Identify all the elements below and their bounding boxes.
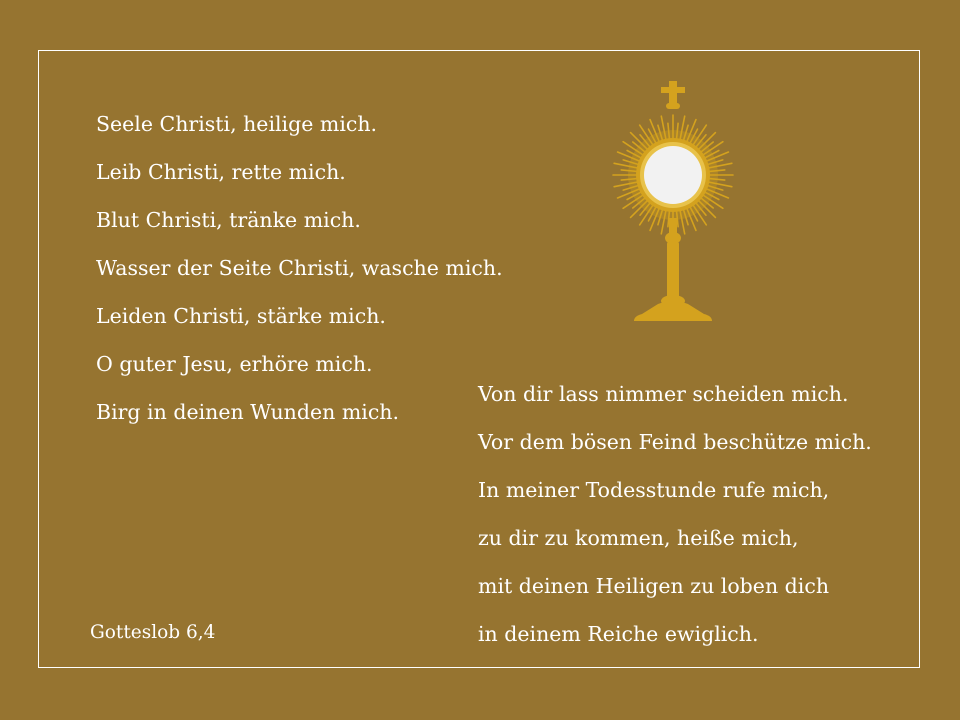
source-citation: Gotteslob 6,4 (90, 622, 216, 643)
prayer-line: Von dir lass nimmer scheiden mich. (478, 382, 849, 406)
prayer-line: Wasser der Seite Christi, wasche mich. (96, 256, 503, 280)
prayer-line: mit deinen Heiligen zu loben dich (478, 574, 830, 598)
prayer-line: Blut Christi, tränke mich. (96, 208, 361, 232)
prayer-stanza-right (478, 370, 872, 658)
prayer-line: O guter Jesu, erhöre mich. (96, 352, 373, 376)
prayer-line: Leib Christi, rette mich. (96, 160, 346, 184)
monstrance-icon (608, 78, 738, 328)
prayer-line: zu dir zu kommen, heiße mich, (478, 526, 799, 550)
prayer-line: Seele Christi, heilige mich. (96, 112, 378, 136)
prayer-line: in deinem Reiche ewiglich. (478, 622, 759, 646)
prayer-stanza-left (96, 100, 503, 436)
prayer-line: Leiden Christi, stärke mich. (96, 304, 386, 328)
prayer-line: Vor dem bösen Feind beschütze mich. (478, 430, 872, 454)
prayer-line: In meiner Todesstunde rufe mich, (478, 478, 830, 502)
prayer-line: Birg in deinen Wunden mich. (96, 400, 400, 424)
